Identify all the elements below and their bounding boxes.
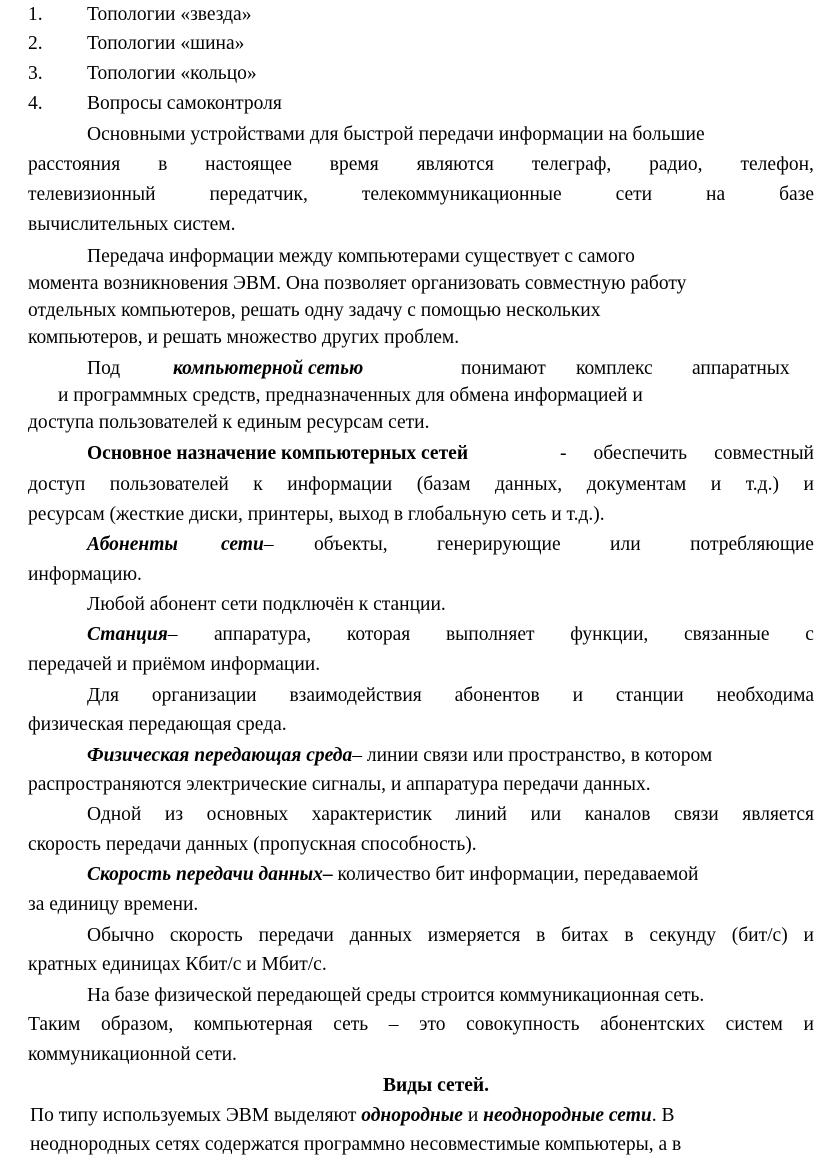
- word: аппаратура,: [214, 624, 312, 645]
- term-station-line: [87, 623, 178, 647]
- word: линий: [455, 804, 507, 825]
- word: радио,: [649, 154, 703, 175]
- paragraph-line: [87, 684, 814, 708]
- paragraph-line: доступа пользователей к единым ресурсам сети.: [28, 412, 430, 433]
- word: совокупность: [466, 1014, 580, 1035]
- word: является: [742, 804, 814, 825]
- paragraph-line: [560, 442, 814, 466]
- term-word: сети: [221, 534, 264, 555]
- paragraph-line: распространяются электрические сигналы, и аппаратура передачи данных.: [28, 774, 651, 795]
- paragraph-line: физическая передающая среда.: [28, 714, 287, 735]
- word: секунду: [649, 925, 716, 946]
- paragraph-line: [28, 1013, 814, 1037]
- word: каналов: [584, 804, 651, 825]
- word: данных: [349, 925, 412, 946]
- list-number: 1.: [28, 4, 43, 25]
- paragraph-line: коммуникационной сети.: [28, 1044, 237, 1065]
- word: обеспечить: [593, 443, 688, 464]
- word: телекоммуникационные: [361, 184, 562, 205]
- word: в: [624, 925, 634, 946]
- word: сеть: [333, 1014, 369, 1035]
- text: количество бит информации, передаваемой: [332, 864, 699, 885]
- word: и: [803, 474, 814, 495]
- paragraph-line: скорость передачи данных (пропускная способность).: [28, 834, 477, 855]
- word: абонентских: [600, 1014, 705, 1035]
- word: телевизионный: [28, 184, 156, 205]
- paragraph-line: [87, 924, 814, 948]
- word: настоящее: [205, 154, 292, 175]
- word: абонентов: [454, 685, 540, 706]
- word: Одной: [87, 804, 142, 825]
- section-heading: Виды сетей.: [382, 1075, 490, 1096]
- list-text: Топологии «шина»: [87, 33, 245, 54]
- word: необходима: [716, 685, 814, 706]
- word: которая: [346, 624, 411, 645]
- word: совместный: [714, 443, 814, 464]
- word: телефон,: [740, 154, 814, 175]
- paragraph-line: [28, 473, 814, 497]
- word: на: [706, 184, 726, 205]
- word: систем: [725, 1014, 783, 1035]
- word: и: [803, 1014, 814, 1035]
- term-heterogeneous: неоднородные сети: [483, 1105, 652, 1126]
- term-network-purpose: Основное назначение компьютерных сетей: [87, 443, 469, 464]
- word: комплекс: [576, 358, 653, 379]
- text: . В: [651, 1105, 675, 1126]
- word: в: [536, 925, 546, 946]
- term-subscribers: Абоненты: [87, 534, 178, 555]
- word: скорость: [169, 925, 243, 946]
- word: Для: [87, 685, 120, 706]
- word: документам: [586, 474, 687, 495]
- paragraph-line: [87, 744, 712, 768]
- word: компьютерная: [193, 1014, 313, 1035]
- word: телеграф,: [531, 154, 612, 175]
- word: и: [467, 1105, 479, 1126]
- word: функции,: [570, 624, 649, 645]
- paragraph-line: компьютеров, и решать множество других проблем.: [28, 327, 460, 348]
- word: расстояния: [28, 154, 121, 175]
- word: с: [805, 624, 814, 645]
- word: или: [610, 534, 641, 555]
- paragraph-line: [214, 623, 814, 647]
- list-number: 2.: [28, 33, 43, 54]
- word: связи: [674, 804, 719, 825]
- paragraph-line: [28, 153, 814, 177]
- word: (бит/с): [731, 925, 788, 946]
- word: сети: [615, 184, 653, 205]
- paragraph-line: Любой абонент сети подключён к станции.: [87, 594, 446, 615]
- word: выполняет: [445, 624, 535, 645]
- paragraph-line: и программных средств, предназначенных для обмена информацией и: [58, 385, 643, 406]
- dash: –: [322, 864, 333, 885]
- word: и: [572, 685, 584, 706]
- term-computer-network: компьютерной сетью: [173, 358, 364, 379]
- word: из: [164, 804, 184, 825]
- text: – линии связи или пространство, в котором: [352, 745, 713, 766]
- dash: –: [167, 624, 178, 645]
- paragraph-line: [28, 183, 814, 207]
- word: образом,: [100, 1014, 174, 1035]
- word: объекты,: [314, 534, 388, 555]
- term-network-dash: [221, 533, 274, 557]
- paragraph-line: отдельных компьютеров, решать одну задачу с помощью нескольких: [28, 300, 601, 321]
- word: Обычно: [87, 925, 155, 946]
- word: потребляющие: [690, 534, 814, 555]
- paragraph-line: [87, 803, 814, 827]
- paragraph-line: [87, 863, 698, 887]
- paragraph-line: На базе физической передающей среды строится коммуникационная сеть.: [87, 985, 705, 1006]
- list-text: Вопросы самоконтроля: [87, 93, 282, 114]
- word: это: [419, 1014, 446, 1035]
- paragraph-line: передачей и приёмом информации.: [28, 654, 321, 675]
- word: т.д.): [745, 474, 779, 495]
- word: передачи: [258, 925, 334, 946]
- word: (базам: [416, 474, 471, 495]
- word: Таким: [28, 1014, 81, 1035]
- word: –: [388, 1014, 399, 1035]
- word: генерирующие: [437, 534, 561, 555]
- word: связанные: [684, 624, 770, 645]
- word: основных: [206, 804, 289, 825]
- term-homogeneous: однородные: [361, 1105, 463, 1126]
- word: измеряется: [427, 925, 521, 946]
- word: характеристик: [311, 804, 432, 825]
- word: и: [710, 474, 722, 495]
- word: информации: [287, 474, 393, 495]
- paragraph-line: вычислительных систем.: [28, 214, 236, 235]
- term-physical-medium: Физическая передающая среда: [87, 745, 353, 766]
- word: являются: [416, 154, 494, 175]
- paragraph-line: Под: [87, 358, 121, 379]
- word: время: [329, 154, 379, 175]
- list-text: Топологии «звезда»: [87, 4, 252, 25]
- text: По типу используемых ЭВМ выделяют: [30, 1105, 357, 1126]
- list-number: 3.: [28, 63, 43, 84]
- word: данных,: [495, 474, 563, 495]
- word: организации: [151, 685, 257, 706]
- word: в: [158, 154, 168, 175]
- paragraph-line: момента возникновения ЭВМ. Она позволяет организовать совместную работу: [28, 273, 687, 294]
- list-text: Топологии «кольцо»: [87, 63, 257, 84]
- term-data-rate: Скорость передачи данных: [87, 864, 323, 885]
- word: к: [253, 474, 263, 495]
- paragraph-line: [314, 533, 814, 557]
- word: доступ: [28, 474, 86, 495]
- word: взаимодействия: [289, 685, 422, 706]
- word: и: [803, 925, 814, 946]
- word: понимают: [461, 358, 546, 379]
- word: базе: [779, 184, 814, 205]
- paragraph-line: Передача информации между компьютерами существует с самого: [87, 246, 635, 267]
- word: -: [560, 443, 567, 464]
- word: или: [530, 804, 562, 825]
- list-number: 4.: [28, 93, 43, 114]
- word: пользователей: [109, 474, 229, 495]
- paragraph-line: ресурсам (жесткие диски, принтеры, выход в глобальную сеть и т.д.).: [28, 504, 605, 525]
- word: передатчик,: [209, 184, 308, 205]
- paragraph-line: кратных единицах Кбит/с и Мбит/с.: [28, 954, 327, 975]
- word: станции: [615, 685, 684, 706]
- word: аппаратных: [692, 358, 790, 379]
- paragraph-line: неоднородных сетях содержатся программно несовместимые компьютеры, а в: [30, 1134, 682, 1155]
- dash: –: [263, 534, 274, 555]
- paragraph-line: информацию.: [28, 564, 142, 585]
- paragraph-line: Основными устройствами для быстрой передачи информации на большие: [87, 124, 705, 145]
- paragraph-line: за единицу времени.: [28, 894, 199, 915]
- paragraph-line: [30, 1104, 674, 1128]
- word: битах: [561, 925, 609, 946]
- term-station: Станция: [87, 624, 168, 645]
